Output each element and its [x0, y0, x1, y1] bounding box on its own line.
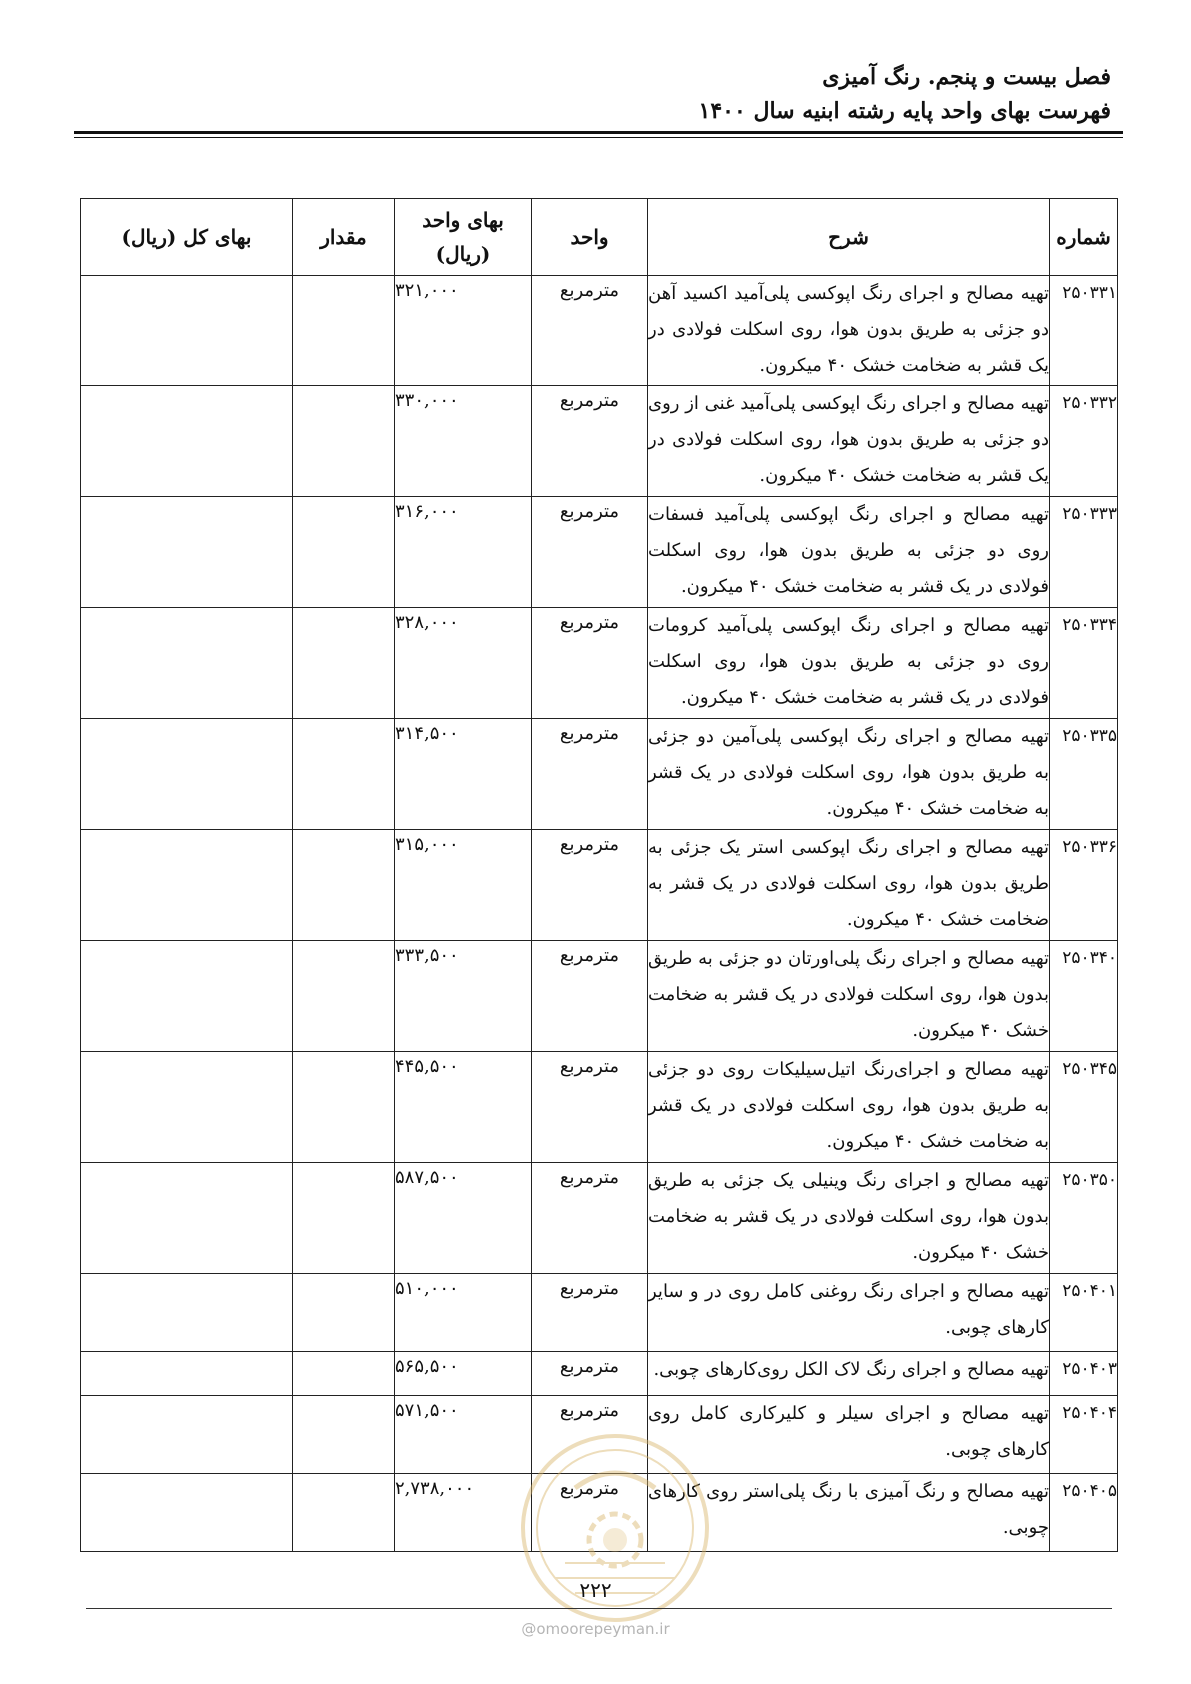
item-unit: مترمربع	[532, 386, 648, 497]
table-row	[81, 1352, 1118, 1396]
page-number: ۲۲۲	[579, 1578, 612, 1602]
item-total	[81, 497, 293, 608]
item-unit: مترمربع	[532, 1052, 648, 1163]
chapter-title: فصل بیست و پنجم. رنگ آمیزی	[822, 64, 1111, 90]
item-unit-price: ۳۱۵,۰۰۰	[395, 830, 532, 941]
item-total	[81, 1474, 293, 1552]
item-code: ۲۵۰۳۴۵	[1050, 1052, 1118, 1163]
item-code: ۲۵۰۴۰۱	[1050, 1274, 1118, 1352]
item-quantity	[293, 497, 395, 608]
item-unit: مترمربع	[532, 941, 648, 1052]
item-code: ۲۵۰۳۳۳	[1050, 497, 1118, 608]
item-total	[81, 1274, 293, 1352]
item-unit: مترمربع	[532, 1352, 648, 1396]
table-row	[81, 1052, 1118, 1163]
table-row	[81, 608, 1118, 719]
item-description: تهیه مصالح و اجرای رنگ اپوکسی پلی‌آمید غنی از روی دو جزئی به طریق بدون هوا، روی اسکلت فولادی در یک قشر به ضخامت خشک ۴۰ میکرون.	[648, 386, 1050, 497]
item-description: تهیه مصالح و اجرای رنگ وینیلی یک جزئی به طریق بدون هوا، روی اسکلت فولادی در یک قشر به ضخامت خشک ۴۰ میکرون.	[648, 1163, 1050, 1274]
item-unit: مترمربع	[532, 1274, 648, 1352]
table-row	[81, 941, 1118, 1052]
item-description: تهیه مصالح و اجرای رنگ لاک الکل روی‌کارهای چوبی.	[648, 1352, 1050, 1396]
price-table	[80, 198, 1118, 1552]
item-description: تهیه مصالح و اجرای رنگ روغنی کامل روی در و سایر کارهای چوبی.	[648, 1274, 1050, 1352]
item-total	[81, 941, 293, 1052]
item-total	[81, 830, 293, 941]
item-quantity	[293, 1052, 395, 1163]
item-unit-price: ۵۶۵,۵۰۰	[395, 1352, 532, 1396]
table-header-row	[81, 199, 1118, 276]
watermark-text: @omoorepeyman.ir	[521, 1620, 670, 1638]
item-quantity	[293, 1274, 395, 1352]
item-code: ۲۵۰۳۳۴	[1050, 608, 1118, 719]
item-description: تهیه مصالح و اجرای رنگ اپوکسی پلی‌آمید کرومات روی دو جزئی به طریق بدون هوا، روی اسکلت فولادی در یک قشر به ضخامت خشک ۴۰ میکرون.	[648, 608, 1050, 719]
item-quantity	[293, 830, 395, 941]
column-header-total: بهای کل (ریال)	[81, 199, 293, 276]
item-unit-price: ۵۸۷,۵۰۰	[395, 1163, 532, 1274]
table-row	[81, 1274, 1118, 1352]
item-code: ۲۵۰۳۴۰	[1050, 941, 1118, 1052]
item-quantity	[293, 1163, 395, 1274]
item-code: ۲۵۰۳۳۶	[1050, 830, 1118, 941]
header-rule-thick	[74, 131, 1123, 134]
item-total	[81, 1396, 293, 1474]
item-quantity	[293, 386, 395, 497]
item-unit-price: ۳۱۶,۰۰۰	[395, 497, 532, 608]
item-quantity	[293, 719, 395, 830]
item-unit-price: ۳۲۸,۰۰۰	[395, 608, 532, 719]
item-code: ۲۵۰۴۰۳	[1050, 1352, 1118, 1396]
item-total	[81, 1352, 293, 1396]
table-row	[81, 386, 1118, 497]
table-row	[81, 830, 1118, 941]
item-total	[81, 1052, 293, 1163]
item-code: ۲۵۰۳۳۵	[1050, 719, 1118, 830]
item-description: تهیه مصالح و اجرای رنگ پلی‌اورتان دو جزئی به طریق بدون هوا، روی اسکلت فولادی در یک قشر به ضخامت خشک ۴۰ میکرون.	[648, 941, 1050, 1052]
page-header	[81, 60, 1111, 128]
item-unit: مترمربع	[532, 1474, 648, 1552]
item-description: تهیه مصالح و اجرای‌رنگ اتیل‌سیلیکات روی دو جزئی به طریق بدون هوا، روی اسکلت فولادی در یک قشر به ضخامت خشک ۴۰ میکرون.	[648, 1052, 1050, 1163]
item-description: تهیه مصالح و اجرای رنگ اپوکسی پلی‌آمید فسفات روی دو جزئی به طریق بدون هوا، روی اسکلت فولادی در یک قشر به ضخامت خشک ۴۰ میکرون.	[648, 497, 1050, 608]
item-unit-price: ۲,۷۳۸,۰۰۰	[395, 1474, 532, 1552]
item-unit: مترمربع	[532, 276, 648, 386]
header-rule-thin	[74, 137, 1123, 138]
price-list-title: فهرست بهای واحد پایه رشته ابنیه سال ۱۴۰۰	[698, 98, 1111, 124]
table-row	[81, 497, 1118, 608]
item-unit-price: ۳۱۴,۵۰۰	[395, 719, 532, 830]
item-description: تهیه مصالح و اجرای رنگ اپوکسی پلی‌آمین دو جزئی به طریق بدون هوا، روی اسکلت فولادی در یک قشر به ضخامت خشک ۴۰ میکرون.	[648, 719, 1050, 830]
item-total	[81, 608, 293, 719]
column-header-unit: واحد	[532, 199, 648, 276]
item-quantity	[293, 941, 395, 1052]
item-unit: مترمربع	[532, 830, 648, 941]
table-row	[81, 719, 1118, 830]
item-quantity	[293, 1396, 395, 1474]
item-unit: مترمربع	[532, 497, 648, 608]
item-description: تهیه مصالح و اجرای سیلر و کلیرکاری کامل روی کارهای چوبی.	[648, 1396, 1050, 1474]
item-quantity	[293, 1474, 395, 1552]
footer-rule	[86, 1608, 1112, 1609]
item-description: تهیه مصالح و اجرای رنگ اپوکسی پلی‌آمید اکسید آهن دو جزئی به طریق بدون هوا، روی اسکلت فولادی در یک قشر به ضخامت خشک ۴۰ میکرون.	[648, 276, 1050, 386]
item-quantity	[293, 608, 395, 719]
item-total	[81, 1163, 293, 1274]
item-code: ۲۵۰۴۰۴	[1050, 1396, 1118, 1474]
item-code: ۲۵۰۳۵۰	[1050, 1163, 1118, 1274]
item-unit: مترمربع	[532, 1163, 648, 1274]
table-row	[81, 1163, 1118, 1274]
column-header-quantity: مقدار	[293, 199, 395, 276]
item-description: تهیه مصالح و رنگ آمیزی با رنگ پلی‌استر روی کارهای چوبی.	[648, 1474, 1050, 1552]
item-quantity	[293, 1352, 395, 1396]
column-header-code: شماره	[1050, 199, 1118, 276]
column-header-unit-price: بهای واحد (ریال)	[395, 199, 532, 276]
item-unit-price: ۴۴۵,۵۰۰	[395, 1052, 532, 1163]
item-unit-price: ۳۳۳,۵۰۰	[395, 941, 532, 1052]
item-unit: مترمربع	[532, 719, 648, 830]
item-unit-price: ۳۳۰,۰۰۰	[395, 386, 532, 497]
item-unit-price: ۳۲۱,۰۰۰	[395, 276, 532, 386]
item-quantity	[293, 276, 395, 386]
item-unit: مترمربع	[532, 608, 648, 719]
item-unit-price: ۵۷۱,۵۰۰	[395, 1396, 532, 1474]
item-unit-price: ۵۱۰,۰۰۰	[395, 1274, 532, 1352]
table-row	[81, 276, 1118, 386]
column-header-description: شرح	[648, 199, 1050, 276]
item-code: ۲۵۰۳۳۱	[1050, 276, 1118, 386]
item-total	[81, 719, 293, 830]
item-description: تهیه مصالح و اجرای رنگ اپوکسی استر یک جزئی به طریق بدون هوا، روی اسکلت فولادی در یک قشر به ضخامت خشک ۴۰ میکرون.	[648, 830, 1050, 941]
item-unit: مترمربع	[532, 1396, 648, 1474]
item-code: ۲۵۰۳۳۲	[1050, 386, 1118, 497]
item-code: ۲۵۰۴۰۵	[1050, 1474, 1118, 1552]
item-total	[81, 386, 293, 497]
item-total	[81, 276, 293, 386]
